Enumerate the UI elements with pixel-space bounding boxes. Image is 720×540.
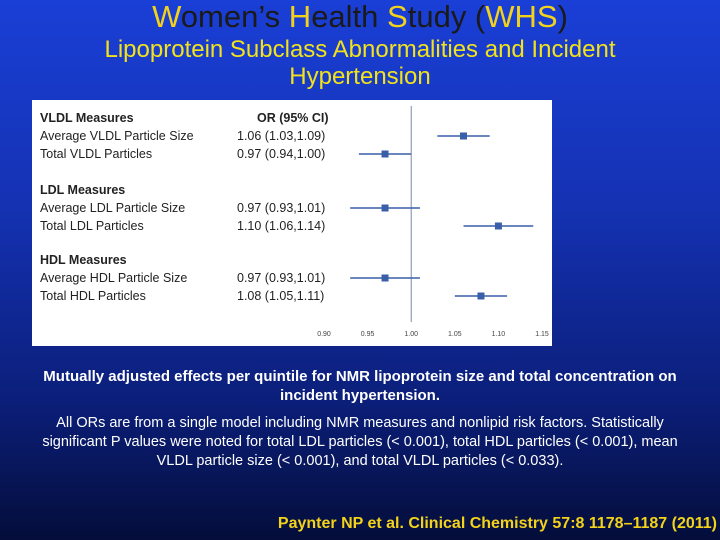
row-label: Average HDL Particle Size (40, 271, 188, 285)
subtitle-line-2: Hypertension (289, 63, 431, 90)
x-tick-label: 1.15 (535, 331, 549, 338)
x-tick-label: 0.90 (317, 331, 331, 338)
title-segment: ealth (311, 0, 388, 34)
or-marker (382, 275, 389, 282)
or-marker (495, 223, 502, 230)
citation: Paynter NP et al. Clinical Chemistry 57:8 1178–1187 (2011) (277, 515, 717, 532)
row-or-ci: 1.10 (1.06,1.14) (237, 219, 326, 233)
x-tick-label: 1.10 (491, 331, 506, 338)
title-segment: H (288, 0, 312, 34)
row-or-ci: 1.08 (1.05,1.11) (237, 289, 325, 303)
row-label: Average VLDL Particle Size (40, 129, 194, 143)
x-tick-label: 1.00 (404, 331, 419, 338)
title-segment: WHS (485, 0, 558, 34)
row-or-ci: 1.06 (1.03,1.09) (237, 129, 326, 143)
group-header: LDL Measures (40, 183, 126, 197)
title-segment: W (152, 0, 181, 34)
x-tick-label: 1.05 (447, 331, 462, 338)
or-marker (382, 151, 389, 158)
row-label: Average LDL Particle Size (40, 201, 186, 215)
row-or-ci: 0.97 (0.93,1.01) (237, 271, 326, 285)
or-marker (477, 293, 484, 300)
or-marker (382, 205, 389, 212)
row-or-ci: 0.97 (0.94,1.00) (237, 147, 326, 161)
title-segment: omen’s (180, 0, 289, 34)
slide-title (0, 0, 720, 34)
group-header: HDL Measures (40, 253, 127, 267)
row-label: Total LDL Particles (40, 219, 144, 233)
or-marker (460, 133, 467, 140)
title-segment: tudy ( (407, 0, 486, 34)
subtitle-line-1: Lipoprotein Subclass Abnormalities and Incident (104, 36, 616, 63)
x-tick-label: 0.95 (360, 331, 375, 338)
slide-subtitle (0, 36, 720, 90)
title-segment: S (387, 0, 408, 34)
row-label: Total HDL Particles (40, 289, 146, 303)
row-or-ci: 0.97 (0.93,1.01) (237, 201, 326, 215)
title-segment: ) (557, 0, 568, 34)
statistical-note: All ORs are from a single model including NMR measures and nonlipid risk factors. Statistically significant P values were noted for total LDL particles (< 0.001), total HDL particles (< 0.001), mean VLDL particle size (< 0.001), and total VLDL particles (< 0.033). (42, 415, 678, 469)
forest-plot-figure (32, 100, 552, 346)
row-label: Total VLDL Particles (40, 147, 153, 161)
figure-caption: Mutually adjusted effects per quintile for NMR lipoprotein size and total concentration on incident hypertension. (43, 368, 677, 404)
column-header: OR (95% CI) (257, 111, 329, 125)
group-header: VLDL Measures (40, 111, 134, 125)
forest-plot (32, 100, 552, 346)
